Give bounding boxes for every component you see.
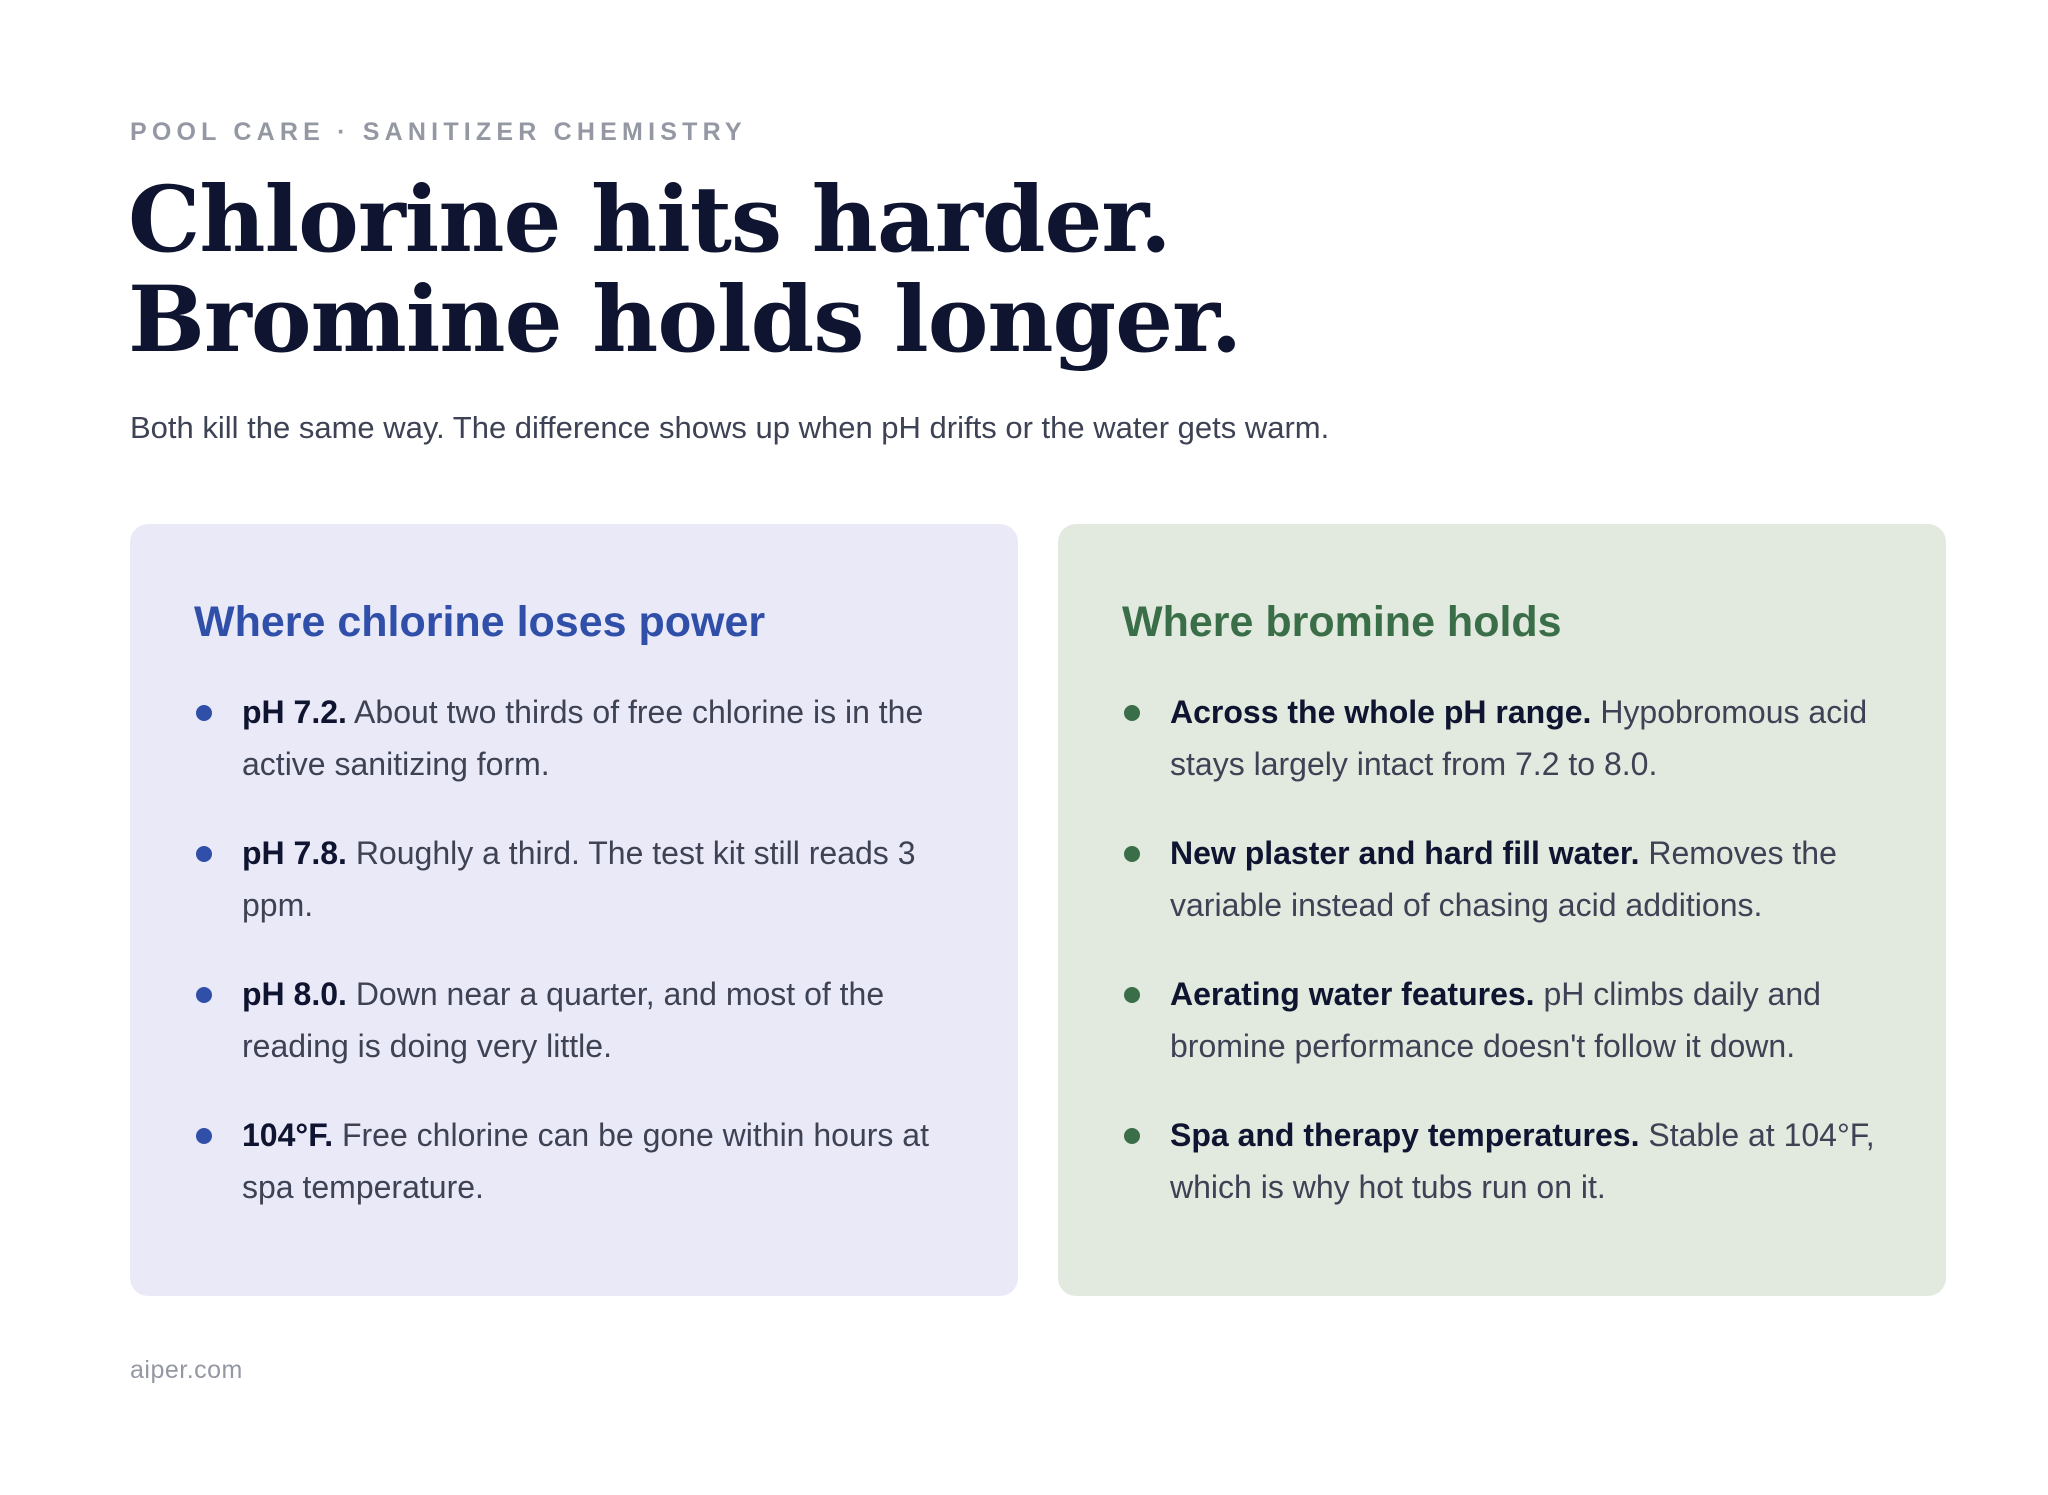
list-item-body: Hypobromous acid stays largely intact from 7.2 to 8.0. bbox=[1170, 694, 1868, 782]
subtitle: Both kill the same way. The difference shows up when pH drifts or the water gets warm. bbox=[130, 410, 1330, 445]
list-item-lead: pH 7.2. bbox=[242, 694, 347, 730]
chlorine-list bbox=[194, 686, 954, 1205]
bullet-dot-icon bbox=[196, 1128, 212, 1144]
bromine-card bbox=[1058, 524, 1946, 1296]
list-item-text bbox=[242, 1109, 962, 1213]
chlorine-card-title: Where chlorine loses power bbox=[194, 598, 766, 646]
list-item bbox=[194, 686, 954, 782]
bullet-dot-icon bbox=[1124, 705, 1140, 721]
bullet-dot-icon bbox=[1124, 987, 1140, 1003]
bullet-dot-icon bbox=[1124, 846, 1140, 862]
list-item-lead: Aerating water features. bbox=[1170, 976, 1535, 1012]
eyebrow-label: POOL CARE · SANITIZER CHEMISTRY bbox=[130, 118, 747, 146]
bullet-dot-icon bbox=[196, 705, 212, 721]
list-item-body: Down near a quarter, and most of the reading is doing very little. bbox=[242, 976, 885, 1064]
list-item-lead: Spa and therapy temperatures. bbox=[1170, 1117, 1640, 1153]
list-item-lead: New plaster and hard fill water. bbox=[1170, 835, 1640, 871]
list-item-lead: 104°F. bbox=[242, 1117, 334, 1153]
list-item bbox=[1122, 686, 1882, 782]
list-item bbox=[1122, 1109, 1882, 1205]
footer-site-link[interactable]: aiper.com bbox=[130, 1356, 243, 1384]
list-item bbox=[1122, 827, 1882, 923]
bullet-dot-icon bbox=[196, 846, 212, 862]
list-item-lead: Across the whole pH range. bbox=[1170, 694, 1592, 730]
list-item-text bbox=[1170, 827, 1890, 931]
list-item-body: Removes the variable instead of chasing acid additions. bbox=[1170, 835, 1837, 923]
list-item-body: Roughly a third. The test kit still reads 3 ppm. bbox=[242, 835, 916, 923]
list-item-body: pH climbs daily and bromine performance doesn't follow it down. bbox=[1170, 976, 1821, 1064]
list-item-text bbox=[1170, 1109, 1890, 1213]
list-item bbox=[194, 827, 954, 923]
list-item-lead: pH 8.0. bbox=[242, 976, 347, 1012]
list-item bbox=[1122, 968, 1882, 1064]
list-item-lead: pH 7.8. bbox=[242, 835, 347, 871]
list-item-text bbox=[1170, 968, 1890, 1072]
list-item bbox=[194, 1109, 954, 1205]
list-item-text bbox=[242, 686, 962, 790]
bromine-card-title: Where bromine holds bbox=[1122, 598, 1562, 646]
list-item-body: Free chlorine can be gone within hours at spa temperature. bbox=[242, 1117, 929, 1205]
bromine-list bbox=[1122, 686, 1882, 1205]
page-title: Chlorine hits harder. Bromine holds longer. bbox=[128, 167, 1242, 373]
bullet-dot-icon bbox=[1124, 1128, 1140, 1144]
list-item bbox=[194, 968, 954, 1064]
list-item-body: Stable at 104°F, which is why hot tubs run on it. bbox=[1170, 1117, 1875, 1205]
chlorine-card bbox=[130, 524, 1018, 1296]
list-item-body: About two thirds of free chlorine is in the active sanitizing form. bbox=[242, 694, 924, 782]
list-item-text bbox=[1170, 686, 1890, 790]
list-item-text bbox=[242, 827, 962, 931]
bullet-dot-icon bbox=[196, 987, 212, 1003]
list-item-text bbox=[242, 968, 962, 1072]
